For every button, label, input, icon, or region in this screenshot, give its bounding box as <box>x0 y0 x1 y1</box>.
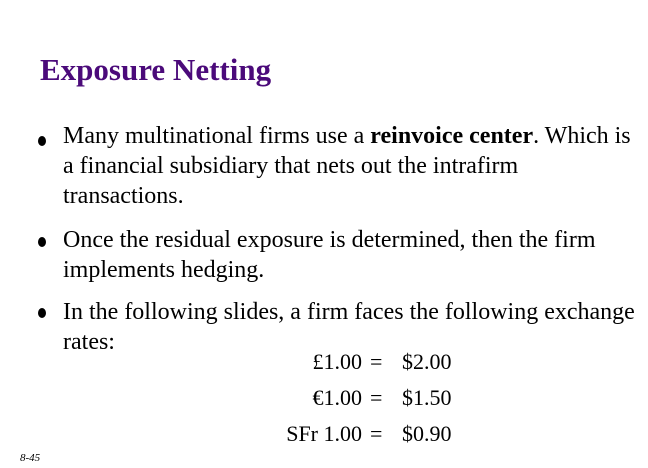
bullet-1-bold-term: reinvoice center <box>370 123 534 149</box>
bullet-1-text-end: . Which is a financial subsidiary that nets out the intrafirm transactions. <box>63 123 631 209</box>
bullet-text-1 <box>63 121 638 211</box>
rate-currency: £1.00 <box>312 349 362 374</box>
bullet-3-text: In the following slides, a firm faces the following exchange rates: <box>63 299 635 355</box>
bullet-marker <box>38 308 46 318</box>
bullet-2-text: Once the residual exposure is determined, then the firm implements hedging. <box>63 227 596 283</box>
rate-currency: €1.00 <box>312 385 362 410</box>
bullet-1-text-start: Many multinational firms use a <box>63 123 371 149</box>
bullet-text-2 <box>63 225 638 285</box>
rate-equals: = <box>370 385 383 410</box>
exchange-rate-row <box>250 347 470 377</box>
exchange-rate-row <box>250 419 470 449</box>
rate-dollar-value: $1.50 <box>402 385 452 410</box>
rate-currency: SFr 1.00 <box>286 421 362 446</box>
rate-equals: = <box>370 349 383 374</box>
slide-page-number: 8-45 <box>20 452 41 464</box>
bullet-marker <box>38 136 46 146</box>
exchange-rate-row <box>250 383 470 413</box>
rate-dollar-value: $0.90 <box>402 421 452 446</box>
slide-title: Exposure Netting <box>40 52 272 87</box>
rate-equals: = <box>370 421 383 446</box>
bullet-marker <box>38 237 46 247</box>
rate-dollar-value: $2.00 <box>402 349 452 374</box>
